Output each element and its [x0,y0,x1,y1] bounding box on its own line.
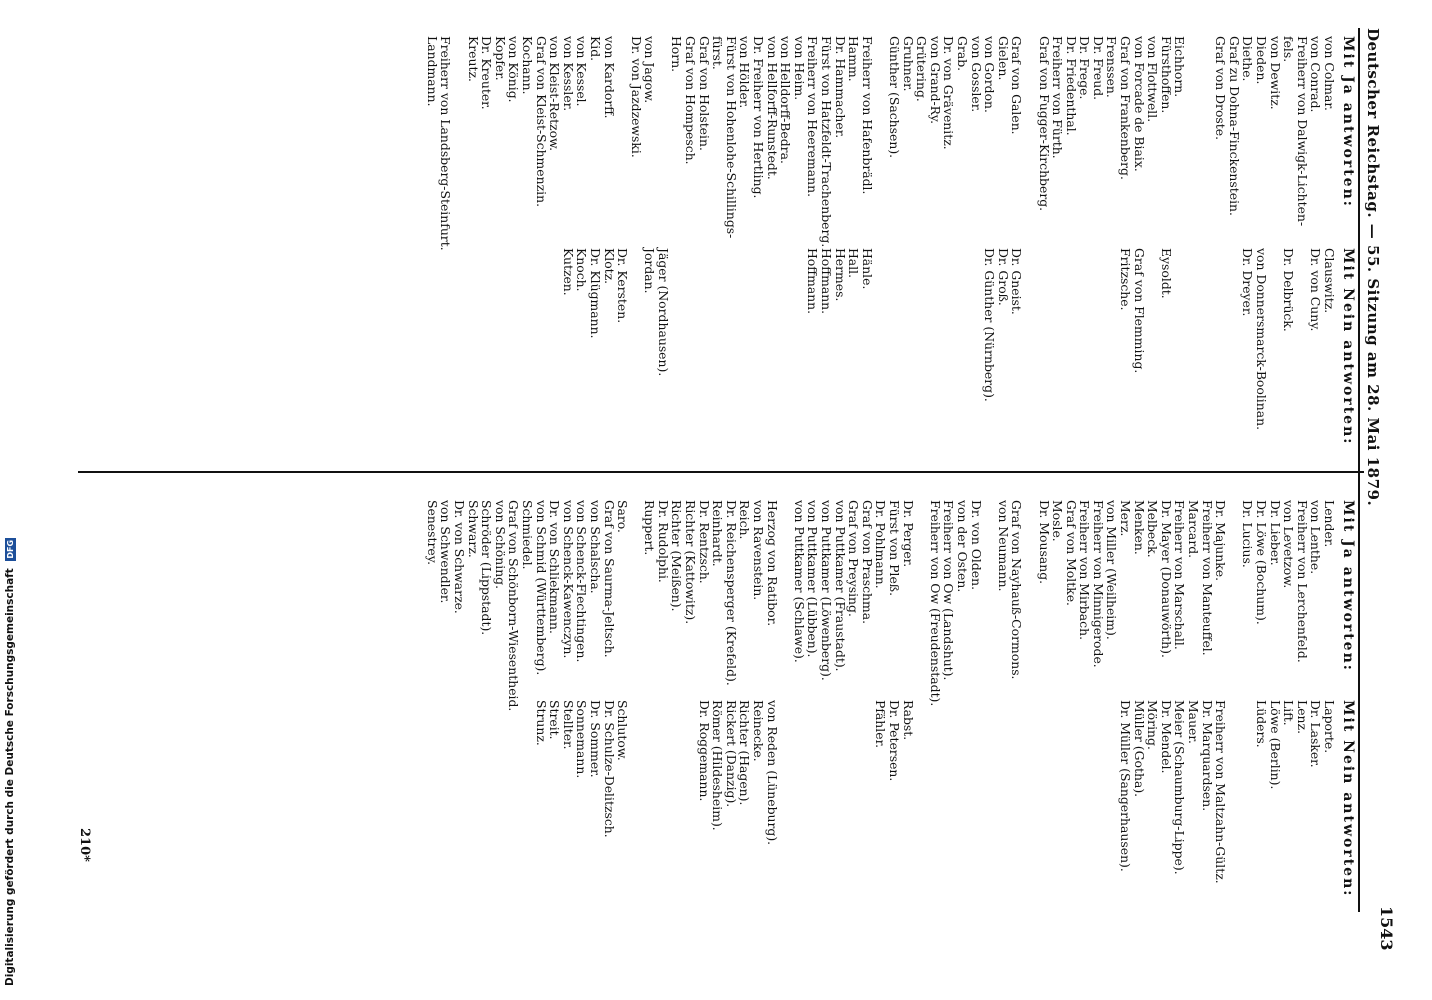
signature-mark: 210* [77,828,92,862]
member-name: Dr. Mayer (Donauwörth). [1158,500,1174,658]
member-name [874,36,888,251]
member-name: Müller (Gotha). [1131,700,1147,798]
member-name [887,248,901,445]
left-nein-column [561,248,1356,445]
member-name: Graf zu Dohna-Finckenstein. [1226,36,1242,216]
member-name [1227,700,1241,897]
member-name: Dr. Gneist. [1009,248,1025,315]
member-name: Mosle. [1050,500,1066,542]
left-nein-heading: Mit Nein antworten: [1340,248,1356,446]
member-name: Jordan. [642,248,658,294]
member-name: Möring. [1145,700,1161,750]
member-name: von Lenthe. [1308,500,1324,575]
member-name [1173,248,1187,445]
page-divider [78,471,1364,473]
member-name [915,500,929,711]
member-name: Graf von Kleist-Schmenzin. [533,36,549,208]
member-name [751,248,765,445]
member-name: Freiherr von Marschall. [1172,500,1188,650]
member-name: Landmann. [424,36,440,107]
member-name [1214,248,1228,445]
member-name [629,500,643,711]
member-name: Streit. [547,700,563,740]
member-name [1186,248,1200,445]
member-name: Freiherr von Minnigerode. [1090,500,1106,668]
member-name: Rabst. [900,700,916,741]
member-name [1010,700,1024,897]
member-name: Gielen. [995,36,1011,81]
member-name: von Colmar. [1322,36,1337,111]
member-name: Knoch. [574,248,590,292]
right-ja-column [425,500,1356,711]
member-name: Graf von Frankenberg. [1118,36,1134,180]
member-name [1268,248,1282,445]
member-name: Hoffmann. [805,248,821,315]
member-name [1064,248,1078,445]
member-name: Kreutz. [465,36,481,82]
member-name: von Miller (Weilheim). [1104,500,1120,640]
member-name [684,700,698,897]
member-name: Graf von Droste. [1213,36,1229,141]
member-name [670,700,684,897]
member-name: Dr. Klügmann. [587,248,603,339]
member-name: von Dewitz. [1267,36,1283,110]
left-ja-list [425,36,1336,251]
member-name [779,500,793,711]
footer-text: Digitalisierung gefördert durch die Deutsche Forschungsgemeinschaft [4,568,16,986]
member-name: Schwarz. [465,500,481,558]
member-name [724,248,738,445]
member-name: Dr. Lasker. [1308,700,1324,768]
member-name: Dr. Lieber. [1267,500,1283,566]
member-name: Dr. Pohlmann. [873,500,889,589]
member-name [860,700,874,897]
member-name: Dr. Reichensperger (Krefeld). [723,500,739,686]
member-name [779,700,793,897]
member-name: Ruppert. [642,500,658,556]
member-name: Fritzsche. [1118,248,1134,311]
member-name [942,248,956,445]
member-name: Dr. Groß. [995,248,1011,306]
member-name: Melbeck. [1145,500,1161,558]
member-name: Sonnemann. [574,700,590,779]
member-name: von Kessler. [560,36,576,112]
member-name: Jäger (Nordhausen). [655,248,671,377]
member-name [1037,248,1051,445]
member-name: Kopfer. [492,36,508,81]
member-name: Graf von Praschma. [859,500,875,625]
member-name: Dr. Marquardsen. [1199,700,1215,812]
member-name [996,700,1010,897]
member-name: von Schwendler. [438,500,454,604]
member-name [928,700,942,897]
member-name: Schmiedel. [519,500,535,570]
member-name: von Helldorff-Bedra. [778,36,794,164]
member-name [915,248,929,445]
member-name: Graf von Preysing. [846,500,862,617]
member-name: Fürst von Hatzfeldt-Trachenberg. [819,36,835,248]
member-name [1105,248,1119,445]
member-name: Saro. [615,500,631,533]
member-name: Schröder (Lippstadt). [479,500,495,636]
member-name: von Gossler. [968,36,984,113]
member-name: Graf von Nayhauß-Cormons. [1009,500,1025,680]
member-name [656,700,670,897]
header-rule [1358,28,1360,912]
member-name [792,700,806,897]
member-name [1227,248,1241,445]
member-name [616,36,630,251]
member-name: Dr. Rentzsch. [696,500,712,584]
member-name: Dr. von Olden. [968,500,984,591]
member-name [833,700,847,897]
member-name: fürst. [710,36,726,70]
member-name: Dr. Mousang. [1036,500,1052,585]
member-name: Freiherr von Lerchenfeld. [1294,500,1310,663]
member-name: von Donnersmarck-Boolinan. [1254,248,1270,431]
member-name: von Jagow. [642,36,658,104]
member-name: Dr. Petersen. [887,700,902,782]
member-name: von Puttkamer (Schlawe). [791,500,807,663]
member-name: Graf von Saurma-Jeltsch. [601,500,617,658]
member-name: Freiherr von Mirbach. [1077,500,1093,641]
member-name: Freiherr von Heeremann. [805,36,821,198]
member-name: Grab. [954,36,970,72]
member-name: fels. [1281,36,1297,63]
member-name: Hermes. [832,248,848,302]
member-name [983,700,997,897]
right-nein-list [534,700,1336,897]
member-name: Dr. Lucius. [1240,500,1256,568]
member-name: Dr. Sommer. [587,700,603,778]
member-name: von der Osten. [954,500,970,593]
member-name: Freiherr von Maltzahn-Gültz. [1213,700,1229,884]
member-name: Menken. [1131,500,1147,555]
member-name: Graf von Schönborn-Wiesentheid. [506,500,522,712]
member-name [1064,700,1078,897]
member-name: Dr. Kreuter. [479,36,495,110]
member-name: von Levetzow. [1281,500,1297,589]
member-name: von Kleist-Retzow. [547,36,563,152]
member-name: Dr. Freiherr von Hertling. [751,36,767,199]
member-name: von Puttkamer (Lübben). [805,500,821,658]
member-name: Löwe (Berlin). [1267,700,1283,790]
member-name [1241,700,1255,897]
member-name: von Schmid (Württemberg). [533,500,549,676]
member-name [711,248,725,445]
member-name: Reinhardt. [710,500,726,567]
member-name: Grütering. [914,36,930,102]
member-name: Dr. von Jazdzewski. [628,36,644,158]
member-name [738,248,752,445]
member-name: Kid. [587,36,603,62]
member-name [874,248,888,445]
member-name: Freiherr von Ow (Freudenstadt). [927,500,943,707]
left-ja-column [425,36,1356,251]
member-name: Freiherr von Landsberg-Steinfurt. [438,36,454,251]
member-name [1105,700,1119,897]
member-name [955,248,969,445]
member-name [1051,248,1065,445]
member-name: Dr. Majunke. [1213,500,1229,582]
member-name [670,248,684,445]
member-name [1200,36,1214,251]
member-name: Rickert (Danzig). [723,700,739,808]
member-name: Dr. Rudolphi. [655,500,671,583]
member-name: Strunz. [533,700,549,746]
member-name: von Hölder. [737,36,753,109]
member-name: Fürst von Pleß. [887,500,902,597]
member-name: Graf von Fugger-Kirchberg. [1036,36,1052,212]
member-name: Eichhorn. [1172,36,1188,98]
member-name: Hamm. [846,36,862,82]
member-name: Graf von Flemming. [1131,248,1147,374]
member-name [1200,248,1214,445]
member-name [779,248,793,445]
member-name: von Schöning. [492,500,508,590]
member-name: von Schenck-Flechtingen. [574,500,590,663]
member-name: Graf von Moltke. [1063,500,1079,606]
member-name: Senestrey. [424,500,440,566]
member-name: Dr. Mendel. [1158,700,1174,774]
member-name: Reich. [737,500,753,540]
member-name [1078,248,1092,445]
member-name: Lender. [1322,500,1337,548]
member-name [792,248,806,445]
member-name: von Schenck-Kawenczyn. [560,500,576,659]
member-name: Horn. [669,36,685,73]
member-name [928,248,942,445]
member-name: Dr. von Grävenitz. [941,36,957,150]
left-nein-list [561,248,1336,445]
page-number: 1543 [1377,906,1396,951]
member-name [1091,700,1105,897]
member-name [1186,36,1200,251]
member-name: Dr. Müller (Sangerhausen). [1118,700,1134,872]
member-name: Herzog von Ratibor. [764,500,780,627]
member-name: Freiherr von Dalwigk-Lichten- [1294,36,1310,227]
member-name: Dr. Löwe (Bochum). [1254,500,1270,625]
member-name: von Forcade de Biaix. [1131,36,1147,172]
member-name: Hall. [846,248,862,279]
member-name: Hoffmann. [819,248,835,315]
member-name: Graf von Galen. [1009,36,1025,135]
member-name: Fürsthoffen. [1158,36,1174,114]
member-name [1023,248,1037,445]
member-name: Richter (Meißen). [669,500,685,612]
member-name [656,36,670,251]
member-name: von Conrad. [1308,36,1324,113]
member-name: Kochann. [519,36,535,95]
member-name: Römer (Hildesheim). [710,700,726,831]
member-name: Dr. Dreyer. [1240,248,1256,317]
member-name: Dr. Friedenthal. [1063,36,1079,136]
member-name: Laporte. [1322,700,1337,754]
member-name [629,248,643,445]
member-name: von Schalscha. [587,500,603,594]
member-name [629,700,643,897]
member-name: Lenz. [1294,700,1310,735]
member-name [452,36,466,251]
member-name: Dr. Frege. [1077,36,1093,100]
member-name: Dr. von Cuny. [1308,248,1324,332]
member-name: von Reden (Lüneburg). [764,700,780,846]
member-name: Schlutow. [615,700,631,761]
member-name [819,700,833,897]
member-name: Graf von Hompesch. [683,36,699,165]
member-name: Richter (Kattowitz). [683,500,699,625]
member-name [969,700,983,897]
member-name [1227,500,1241,711]
member-name: Graf von Holstein. [696,36,712,151]
member-name: von Heim. [791,36,807,101]
member-name [697,248,711,445]
member-name [643,700,657,897]
dfg-logo: DFG [6,539,15,559]
member-name: Frenssen. [1104,36,1120,98]
member-name [806,700,820,897]
member-name: Freiherr von Fürth. [1050,36,1066,159]
member-name: Eysoldt. [1158,248,1174,299]
member-name: Dr. Günther (Nürnberg). [982,248,998,402]
member-name: von König. [506,36,522,103]
member-name [684,248,698,445]
right-nein-heading: Mit Nein antworten: [1340,700,1356,898]
member-name: von Gordon. [982,36,998,113]
member-name: Pfähler. [873,700,889,749]
member-name: Freiherr von Manteuffel. [1199,500,1215,656]
member-name [915,700,929,897]
member-name: Günther (Sachsen). [887,36,902,159]
member-name: Stellter. [560,700,576,750]
member-name: von Neumann. [995,500,1011,592]
member-name: Dr. von Schwarze. [452,500,467,614]
member-name: Dr. Hammacher. [832,36,848,139]
member-name [1091,248,1105,445]
member-name [901,248,915,445]
member-name [969,248,983,445]
member-name [955,700,969,897]
member-name [1146,248,1160,445]
member-name: Gruhner. [900,36,916,92]
member-name: Merz. [1118,500,1134,537]
member-name: von Flottwell. [1145,36,1161,123]
member-name [1295,248,1309,445]
member-name: Klotz. [601,248,617,285]
member-name: Reinecke. [751,700,767,762]
member-name: Richter (Hagen). [737,700,753,806]
member-name: Freiherr von Hafenbrädl. [859,36,875,195]
member-name: Fürst von Hohenlohe-Schillings- [723,36,739,239]
member-name: Dr. Delbrück. [1281,248,1297,332]
member-name [1023,500,1037,711]
right-ja-heading: Mit Ja antworten: [1340,500,1356,672]
member-name: Hänle. [859,248,875,290]
digitization-footer [4,538,16,986]
member-name [1051,700,1065,897]
member-name: Dr. Perger. [900,500,916,568]
member-name: von Grand-Ry. [927,36,943,125]
member-name: Mauer. [1186,700,1202,744]
member-name: Marcard. [1186,500,1202,559]
member-name: Dr. von Schliekmann. [547,500,563,634]
member-name: von Puttkamer (Fraustadt). [832,500,848,672]
member-name [942,700,956,897]
member-name: Dr. Schulze-Delitzsch. [601,700,617,838]
page-header-title: Deutscher Reichstag. — 55. Sitzung am 28. Mai 1879. [1364,28,1382,507]
member-name: Dieden. [1254,36,1270,85]
member-name: von Ravenstein. [751,500,767,601]
member-name [1023,36,1037,251]
right-ja-list [425,500,1336,711]
member-name: von Hellforff-Runstedt. [764,36,780,180]
member-name: Freiherr von Ow (Landshut). [941,500,957,681]
member-name: Dr. Roggemann. [696,700,712,802]
member-name [765,248,779,445]
member-name: Diethe. [1240,36,1256,82]
member-name [847,700,861,897]
member-name: Dr. Kersten. [615,248,631,324]
right-nein-column [534,700,1356,897]
member-name: Meier (Schaumburg-Lippe). [1172,700,1188,875]
member-name [983,500,997,711]
member-name [1023,700,1037,897]
member-name: Lift. [1281,700,1297,726]
member-name: Lüders. [1254,700,1270,748]
left-ja-heading: Mit Ja antworten: [1340,36,1356,208]
member-name: von Kardorff. [601,36,617,119]
member-name: von Kessel. [574,36,590,107]
member-name: von Puttkamer (Löwenberg). [819,500,835,681]
member-name: Kutzen. [560,248,576,296]
member-name: Dr. Freud. [1090,36,1106,101]
member-name [1078,700,1092,897]
member-name [1037,700,1051,897]
member-name: Clauswitz. [1322,248,1337,314]
